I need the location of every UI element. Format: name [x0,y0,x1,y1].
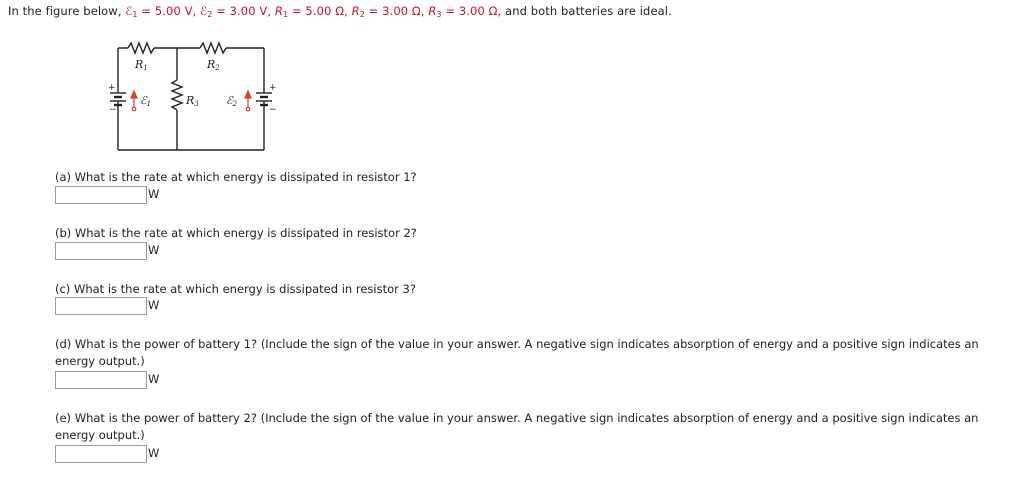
r3-value: $R_3 = 3.00$ Ω, [428,4,506,19]
r2-label: R2 [207,58,220,72]
answer-input-b[interactable] [55,242,147,260]
emf2-label: ℰ2 [226,94,238,108]
unit-label-d: W [148,372,160,386]
unit-label-b: W [148,243,160,257]
answer-input-d[interactable] [55,371,147,389]
battery2-minus: − [269,105,277,115]
battery2-plus: + [269,83,277,93]
emf2-arrow [245,91,251,111]
question-d-text: (d) What is the power of battery 1? (Include the sign of the value in your answer. A negative sign indicates absorption of energy and a positive sign indicates an energy output.) [55,337,979,368]
question-e-text: (e) What is the power of battery 2? (Include the sign of the value in your answer. A negative sign indicates absorption of energy and a positive sign indicates an energy output.) [55,411,979,442]
question-c-text: (c) What is the rate at which energy is dissipated in resistor 3? [55,282,416,296]
unit-label-a: W [148,187,160,201]
emf1-arrow [131,91,137,111]
answer-input-e[interactable] [55,445,147,463]
question-b-text: (b) What is the rate at which energy is dissipated in resistor 2? [55,226,417,240]
emf2-symbol: ℰ$_2$ = 3.00 V, [200,4,275,19]
problem-statement: In the figure below, ℰ$_1$ = 5.00 V, ℰ$_2$ = 3.00 V, $R_1 = 5.00$ Ω, $R_2 = 3.00$ Ω, $R_3 = 3.00$ Ω, and both batteries are ideal. [8,4,672,19]
emf1-label: ℰ1 [140,94,152,108]
unit-label-e: W [148,446,160,460]
unit-label-c: W [148,298,160,312]
answer-input-a[interactable] [55,186,147,204]
circuit-diagram [104,38,280,160]
resistor-r1 [128,43,154,53]
r1-value: $R_1 = 5.00$ Ω, [274,4,352,19]
battery1-minus: − [109,105,117,115]
question-a-text: (a) What is the rate at which energy is dissipated in resistor 1? [55,170,417,184]
resistor-r3 [172,80,182,110]
r3-label: R3 [186,94,199,108]
battery1-plus: + [108,83,116,93]
r2-value: $R_2 = 3.00$ Ω, [351,4,429,19]
answer-input-c[interactable] [55,297,147,315]
emf1-symbol: ℰ$_1$ = 5.00 V, [125,4,201,19]
resistor-r2 [200,43,226,53]
r1-label: R1 [135,58,148,72]
